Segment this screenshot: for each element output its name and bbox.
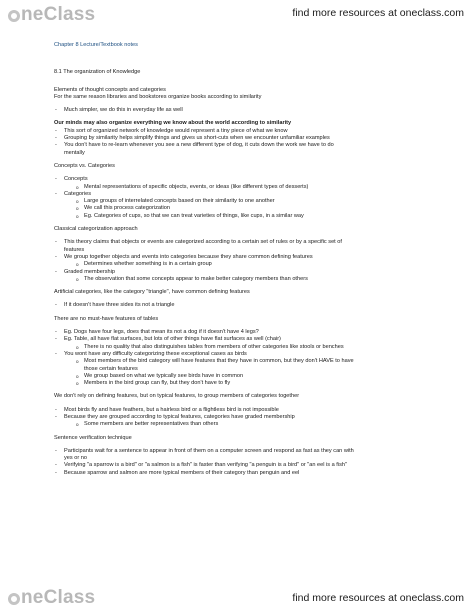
sub-bullet: o Most members of the bird category will have features that they have in common, but they don't HAVE to have — [54, 358, 438, 365]
bullet: - Categories — [54, 191, 438, 198]
heading-sentence-verification: Sentence verification technique — [54, 434, 132, 441]
oneclass-footer-logo-o-icon — [8, 593, 20, 605]
bullet: - Eg. Table, all have flat surfaces, but lots of other things have flat surfaces as well (chair) — [54, 336, 438, 343]
sub-bullet: o We group based on what we typically see birds have in common — [54, 373, 438, 380]
bullet: - This sort of organized network of knowledge would represent a tiny piece of what we know — [54, 128, 438, 135]
bullet: - Participants wait for a sentence to appear in front of them on a computer screen and respond as fast as they can with — [54, 448, 438, 455]
oneclass-footer-logo-text: neClass — [21, 587, 96, 608]
sub-bullet: o Some members are better representatives than others — [54, 421, 438, 428]
sub-bullet: o There is no quality that also distinguishes tables from members of other categories like stools or benches — [54, 344, 438, 351]
bullet: - This theory claims that objects or events are categorized according to a certain set of rules or by a specific set of — [54, 239, 438, 246]
bullet: - Concepts — [54, 176, 438, 183]
bullet: - We group together objects and events into categories because they share common defining features — [54, 254, 438, 261]
sub-bullet: o Eg. Categories of cups, so that we can treat varieties of things, like cups, in a similar way — [54, 213, 438, 220]
heading-typical-features: We don't rely on defining features, but on typical features, to group members of categories together — [54, 393, 300, 400]
heading-elements-of-thought: Elements of thought concepts and categories — [54, 86, 166, 93]
find-more-resources-link[interactable]: find more resources at oneclass.com — [292, 7, 464, 19]
chapter-title: Chapter 8 Lecture/Textbook notes — [54, 42, 138, 48]
bullet: - Because sparrow and salmon are more typical members of their category than penguin and eel — [54, 470, 438, 477]
heading-classical-categorization: Classical categorization approach — [54, 226, 138, 233]
bullet: - You don't have to re-learn whenever you see a new different type of dog, it cuts down the work we have to do — [54, 142, 438, 149]
heading-concepts-vs-categories: Concepts vs. Categories — [54, 162, 115, 169]
bullet: - Graded membership — [54, 269, 438, 276]
sub-bullet-continuation: those certain features — [84, 365, 138, 372]
sub-bullet: o The observation that some concepts appear to make better category members than others — [54, 276, 438, 283]
sub-bullet: o Large groups of interrelated concepts based on their similarity to one another — [54, 198, 438, 205]
bullet: - Eg. Dogs have four legs, does that mean its not a dog if it doesn't have 4 legs? — [54, 329, 438, 336]
bullet-continuation: yes or no — [64, 455, 88, 462]
bullet: - You wont have any difficulty categorizing these exceptional cases as birds — [54, 351, 438, 358]
oneclass-logo-text: neClass — [21, 4, 96, 25]
heading-artificial-categories: Artificial categories, like the category "triangle", have common defining features — [54, 289, 250, 296]
note-line: For the same reason libraries and bookstores organize books according to similarity — [54, 93, 262, 100]
oneclass-logo-o-icon — [8, 10, 20, 22]
bullet: - Verifying "a sparrow is a bird" or "a salmon is a fish" is faster than verifying "a penguin is a bird" or "an eel is a fish" — [54, 462, 438, 469]
sub-bullet: o We call this process categorization — [54, 205, 438, 212]
section-heading: 8.1 The organization of Knowledge — [54, 69, 141, 76]
find-more-resources-footer-link[interactable]: find more resources at oneclass.com — [292, 592, 464, 604]
bullet-continuation: mentally — [64, 149, 85, 156]
sub-bullet: o Mental representations of specific objects, events, or ideas (like different types of desserts) — [54, 184, 438, 191]
bullet: - Because they are grouped according to typical features, categories have graded membership — [54, 414, 438, 421]
top-bar — [0, 0, 474, 28]
notes-document — [54, 42, 438, 477]
note-line: Our minds may also organize everything we know about the world according to similarity — [54, 120, 292, 127]
bullet: - Most birds fly and have feathers, but a hairless bird or a flightless bird is not impossible — [54, 407, 438, 414]
oneclass-logo[interactable] — [8, 4, 95, 26]
bullet: - If it doesn't have three sides its not a triangle — [54, 302, 438, 309]
oneclass-footer-logo[interactable] — [8, 587, 95, 609]
bullet-continuation: features — [64, 246, 85, 253]
sub-bullet: o Members in the bird group can fly, but they don't have to fly — [54, 380, 438, 387]
bullet: - Grouping by similarity helps simplify things and gives us short-cuts when we encounter unfamiliar examples — [54, 135, 438, 142]
heading-no-must-have-features: There are no must-have features of tables — [54, 315, 159, 322]
bullet: - Much simpler, we do this in everyday life as well — [54, 107, 438, 114]
sub-bullet: o Determines whether something is in a certain group — [54, 261, 438, 268]
